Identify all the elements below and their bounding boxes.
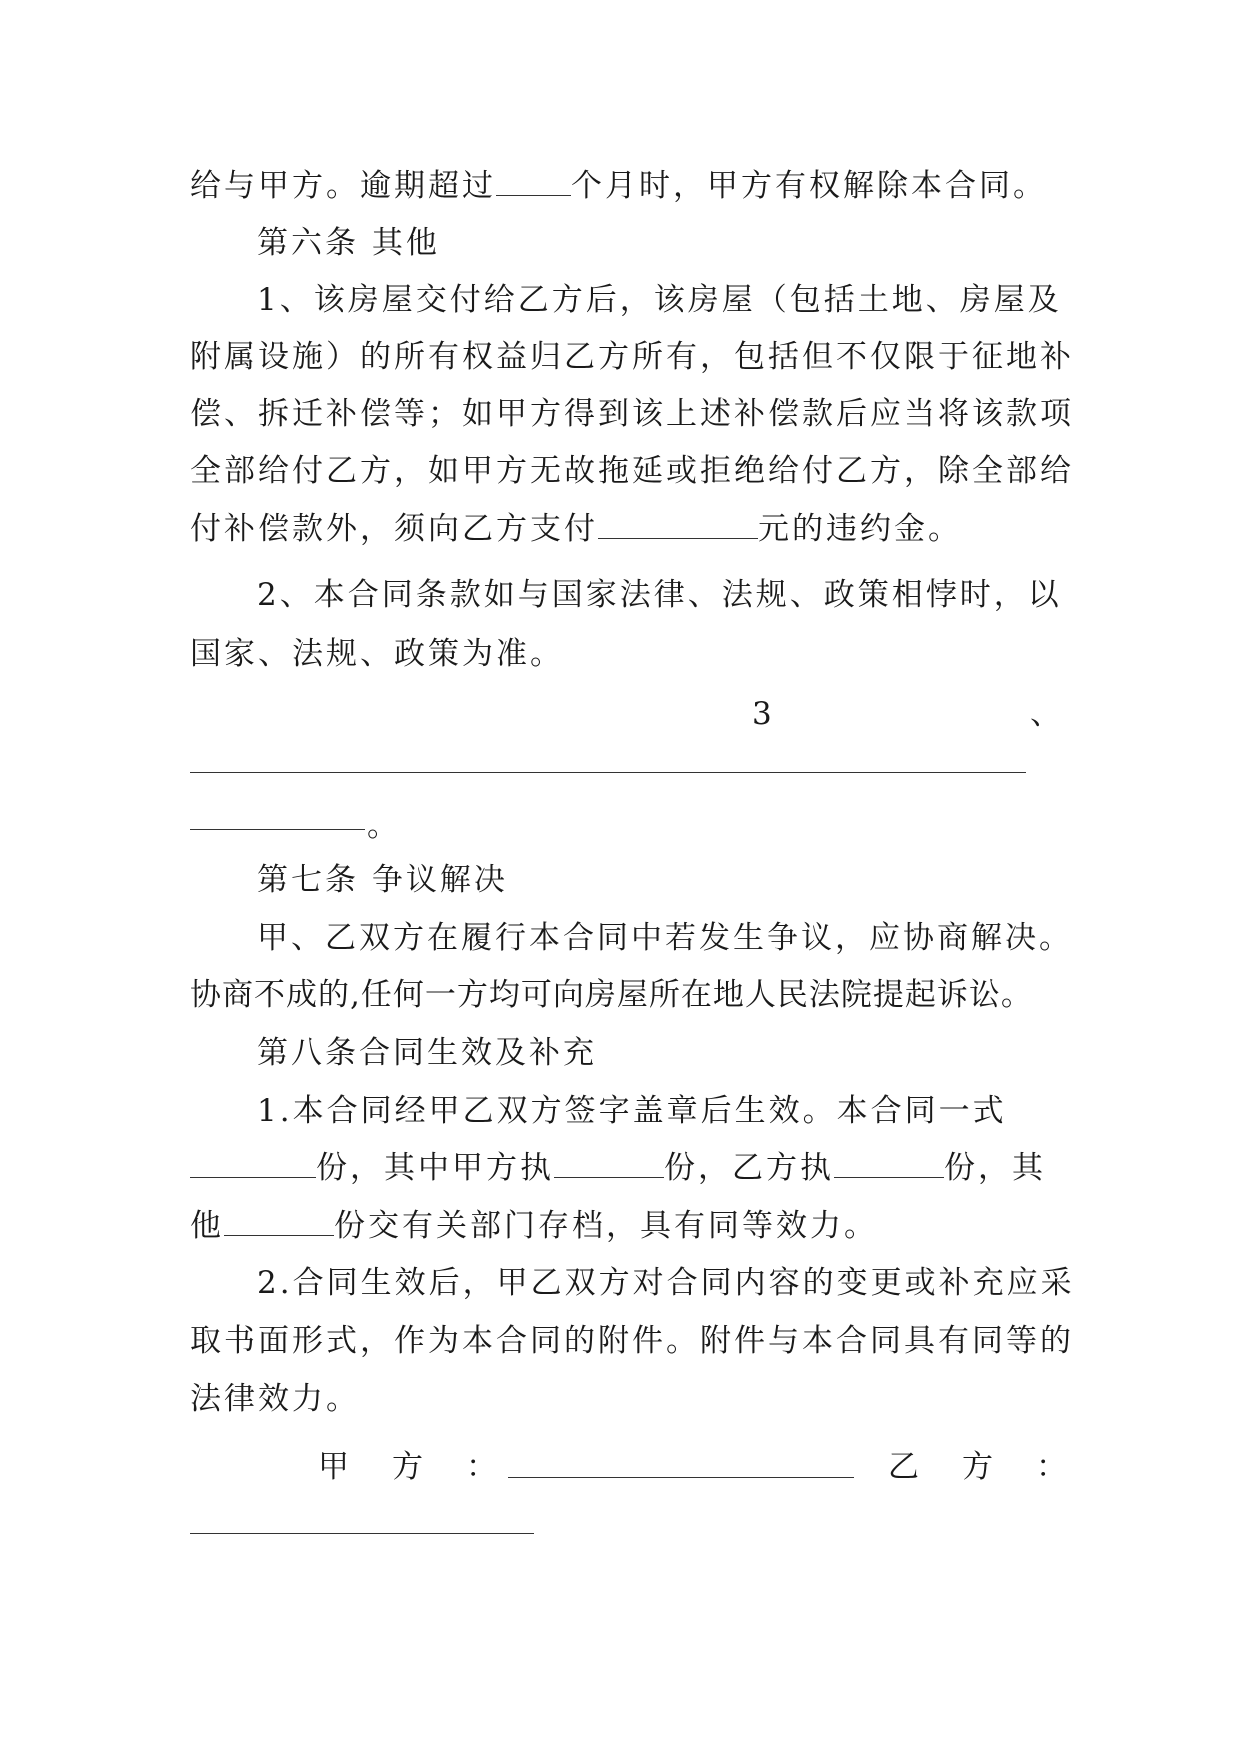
- fill-in-blank[interactable]: [496, 173, 571, 196]
- fill-in-blank[interactable]: [598, 516, 758, 539]
- paragraph-line: 法律效力。: [190, 1381, 360, 1417]
- text-run: 给与甲方。逾期超过: [190, 168, 496, 204]
- paragraph-line: 2.合同生效后，甲乙双方对合同内容的变更或补充应采: [257, 1265, 1075, 1301]
- text-run: 元的违约金。: [758, 511, 962, 547]
- text-run: 份交有关部门存档，具有同等效力。: [334, 1208, 878, 1244]
- fill-in-blank[interactable]: [190, 1155, 316, 1178]
- enumeration-comma: 、: [1030, 696, 1061, 732]
- text-run: 份，其中甲方执: [316, 1150, 554, 1186]
- paragraph-line: [190, 509, 962, 549]
- paragraph-line: [190, 1148, 1046, 1188]
- clause-number: 3: [752, 696, 772, 732]
- party-a-label: 甲 方 ：: [318, 1449, 503, 1485]
- fill-in-blank[interactable]: [190, 772, 1026, 773]
- paragraph-line: 全部给付乙方，如甲方无故拖延或拒绝给付乙方，除全部给: [190, 453, 1074, 489]
- paragraph-line: 1.本合同经甲乙双方签字盖章后生效。本合同一式: [257, 1093, 1007, 1129]
- fill-in-blank[interactable]: [834, 1155, 944, 1178]
- fill-in-blank[interactable]: [190, 829, 365, 830]
- paragraph-line: 国家、法规、政策为准。: [190, 636, 564, 672]
- paragraph-line: 协商不成的,任何一方均可向房屋所在地人民法院提起诉讼。: [190, 977, 1033, 1013]
- paragraph-line: 1、该房屋交付给乙方后，该房屋（包括土地、房屋及: [257, 282, 1062, 318]
- fill-in-blank[interactable]: [224, 1213, 334, 1236]
- paragraph-line: [190, 166, 1047, 206]
- paragraph-line: 2、本合同条款如与国家法律、法规、政策相悖时，以: [257, 577, 1062, 613]
- period-mark: 。: [367, 808, 401, 844]
- paragraph-line: 取书面形式，作为本合同的附件。附件与本合同具有同等的: [190, 1323, 1074, 1359]
- party-a-signature-field[interactable]: [508, 1477, 854, 1478]
- paragraph-line: 附属设施）的所有权益归乙方所有，包括但不仅限于征地补: [190, 339, 1074, 375]
- text-run: 付补偿款外，须向乙方支付: [190, 511, 598, 547]
- paragraph-line: 偿、拆迁补偿等；如甲方得到该上述补偿款后应当将该款项: [190, 396, 1074, 432]
- party-b-label: 乙 方 ：: [888, 1449, 1073, 1485]
- article-6-heading: 第六条 其他: [257, 225, 440, 261]
- fill-in-blank[interactable]: [554, 1155, 664, 1178]
- text-run: 份，乙方执: [664, 1150, 834, 1186]
- paragraph-line: 甲、乙双方在履行本合同中若发生争议，应协商解决。: [257, 920, 1073, 956]
- paragraph-line: [190, 1206, 878, 1246]
- party-b-signature-field[interactable]: [190, 1533, 534, 1534]
- text-run: 个月时，甲方有权解除本合同。: [571, 168, 1047, 204]
- article-7-heading: 第七条 争议解决: [257, 862, 508, 898]
- text-run: 份，其: [944, 1150, 1046, 1186]
- text-run: 他: [190, 1208, 224, 1244]
- article-8-heading: 第八条合同生效及补充: [257, 1035, 597, 1071]
